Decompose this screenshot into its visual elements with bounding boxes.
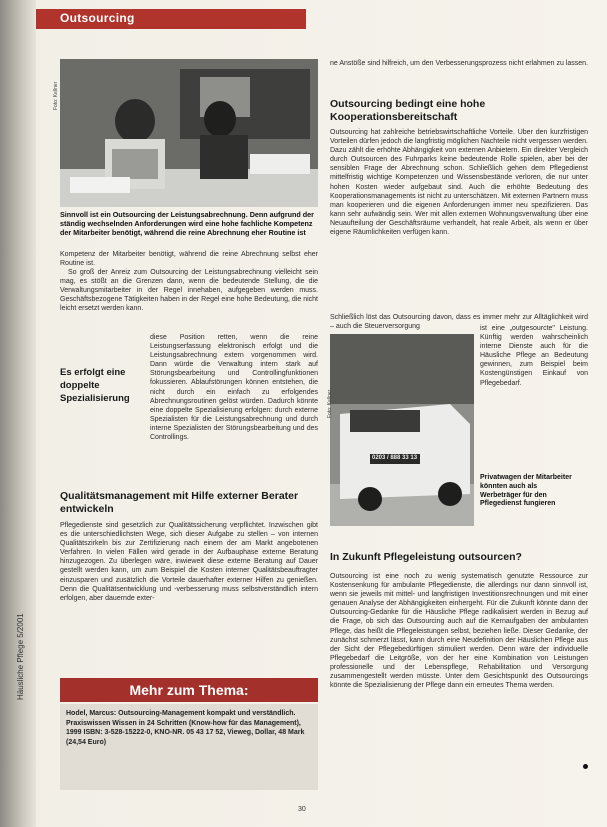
section-title: Outsourcing — [60, 11, 135, 25]
infobox-text: Hodel, Marcus: Outsourcing-Management kompakt und verständlich. Praxiswissen Wissen in 24 Schritten (Know-how für das Management), 1999 ISBN: 3-528-15222-0, KNO-NR. 05 43 17 52, Vieweg, Dollar, 48 Mark (24,54 Euro) — [66, 710, 305, 746]
page-number: 30 — [298, 806, 306, 813]
photo-credit-2: Foto: Kellner — [327, 389, 333, 418]
left-paragraph-3: diese Position retten, wenn die reine Leistungserfassung elektronisch erfolgt und die Leistungsabrechnung extern vorgenommen wird. Dann würde die Verwaltung intern stark auf Störungsbearbeitung und Controllingfunktionen fokussieren. Ablaufstörungen können entstehen, die nicht durch ein einfach zu erfolgendes Abrechnungsroutinen gelöst würden. Dadurch könnte eine doppelte Spezialisierung erfolgen: durch externe Spezialisten für die Leistungsabrechnung und durch interne Spezialisten der Störungsbearbeitung und des Controllings. — [150, 334, 318, 442]
journal-name: Häusliche Pflege 5/2001 — [16, 613, 25, 700]
cooperation-heading: Outsourcing bedingt eine hohe Kooperationsbereitschaft — [330, 98, 486, 123]
van-phone-number: 0203 / 888 33 13 — [372, 455, 418, 461]
van-photo — [330, 334, 474, 526]
right-paragraph-3: Schließlich löst das Outsourcing davon, dass es immer mehr zur Alltäglichkeit wird – auch die Steuerversorgung — [330, 314, 588, 331]
infobox — [60, 704, 318, 790]
infobox-title: Mehr zum Thema: — [60, 678, 318, 702]
side-heading: Es erfolgt eine doppelte Spezialisierung — [60, 367, 130, 404]
photo-credit: Foto: Kellner — [53, 81, 59, 110]
section-tab — [36, 9, 306, 29]
right-paragraph-3b: ist eine „outgesourcte" Leistung. Künftig werden wahrscheinlich interne Dienste auch für die Häusliche Pflege an Bedeutung gewinnen, zum Beispiel beim Kostengünstigen Einkauf von Pflegebedarf. — [480, 325, 588, 387]
van-caption: Privatwagen der Mitarbeiter könnten auch als Werbeträger für den Pflegedienst fungieren — [480, 474, 572, 508]
right-paragraph-4: Outsourcing ist eine noch zu wenig systematisch genutzte Ressource zur Kostensenkung für ambulante Pflegedienste, die allerdings nur dann sinnvoll ist, wenn sie jeweils mit mittel- und langfristigen Investitionsrechnungen und mit einer genauen Analyse der Abhängigkeiten einhergeht. Für die Zukunft könnte dann der Outsourcing-Gedanke für die Häusliche Pflege radikalisiert werden in Bezug auf die Frage, ob sich das Outsourcing auch auf die Kernaufgaben der ambulanten Pflege, das heißt die Pflegeleistungen selbst, beziehen ließe. Dieser Gedanke, der zunächst schmerzt lässt, kann durch eine Neudefinition der Häuslichen Pflege aus der Sicht der Pflegebedürftigen stimuliert werden. Denn wäre der individuelle Pflegebedarf die Leitgröße, von der her eine Kombination von Leistungen professionelle und der Lebenspflege, Rehabilitation und Versorgung zusammengestellt werden müsste. Unter dem Gesichtspunkt des Outsourcings könnte die Spezialisierung der Pflege dann ein erneutes Thema werden. — [330, 573, 588, 690]
photo-caption: Sinnvoll ist ein Outsourcing der Leistungsabrechnung. Denn aufgrund der ständig wechselnden Anforderungen wird eine hohe fachliche Kompetenz der Mitarbeiter benötigt, während die reine Abrechnung eher Routine ist — [60, 210, 314, 237]
right-paragraph-1: ne Anstöße sind hilfreich, um den Verbesserungsprozess nicht erlahmen zu lassen. — [330, 60, 588, 67]
office-photo — [60, 59, 318, 207]
office-photo-illustration — [60, 59, 318, 207]
left-paragraph-2: So groß der Anreiz zum Outsourcing der Leistungsabrechnung vielleicht sein mag, es stößt an die Grenzen dann, wenn die bedeutende Stellung, die die Verwaltungsmitarbeiter in der Regel innehaben, aufgegeben werden muss. Geschäftsbezogene Tätigkeiten haben in der Regel eine hohe Bedeutung, die nicht leicht ersetzt werden kann. — [60, 269, 318, 313]
end-mark — [583, 764, 588, 769]
binding-spine — [0, 0, 36, 827]
future-heading: In Zukunft Pflegeleistung outsourcen? — [330, 551, 522, 563]
right-paragraph-2: Outsourcing hat zahlreiche betriebswirtschaftliche Vorteile. Über den kurzfristigen Vorteilen dürfen jedoch die langfristig möglichen Nachteile nicht vergessen werden. Dazu zählt die erhöhte Abhängigkeit von externen Anbietern. Ein direkter Vergleich durch Outsourcen des Fuhrparks keine bedeutende Rolle spielen, aber bei der sensiblen Frage der Abrechnung schon. Schließlich gehen dem Pflegedienst mittelfristig wichtige Kompetenzen und Wissensbestände verloren, die nur unter hohen Kosten wieder aufgebaut sind. Auch die erhöhte Bedeutung des Kooperationsmanagements ist nicht zu unterschätzen. Mit externen Partnern muss man kooperieren und die eigenen Anforderungen immer neu spezifizieren. Das kann sehr aufwändig sein. Wer mit allen externen Wohnungsverwaltung über eine Neuaufteilung der Geschäftsräume verhandelt, hat reale Arbeit, als wenn er über eigene Räumlichkeiten verfügen kann. — [330, 129, 588, 237]
van-photo-illustration — [330, 334, 474, 526]
left-paragraph-4: Pflegedienste sind gesetzlich zur Qualitätssicherung verpflichtet. Inzwischen gibt es die unterschiedlichsten Wege, sich dieser Aufgabe zu stellen – von internen Qualitätszirkeln bis zur Zertifizierung nach einem der am Markt angebotenen Verfahren. In vielen Fällen wird gerade in der Aufbauphase externe Beratung hinzugezogen. Zu überlegen wäre, inwieweit diese externe Beratung auf Dauer gestellt werden kann, um zum Beispiel die Kosten interner Qualitätsbeauftragter einzusparen und zusätzlich die Vorteile dauerhafter externer Hilfen zu genießen. Denn die Qualitätsentwicklung und -verbesserung muss selbstverständlich intern erfolgen, aber dauernde exter- — [60, 522, 318, 602]
left-paragraph-1: Kompetenz der Mitarbeiter benötigt, während die reine Abrechnung selbst eher Routine ist. — [60, 251, 318, 268]
quality-heading: Qualitätsmanagement mit Hilfe externer Berater entwickeln — [60, 490, 299, 515]
